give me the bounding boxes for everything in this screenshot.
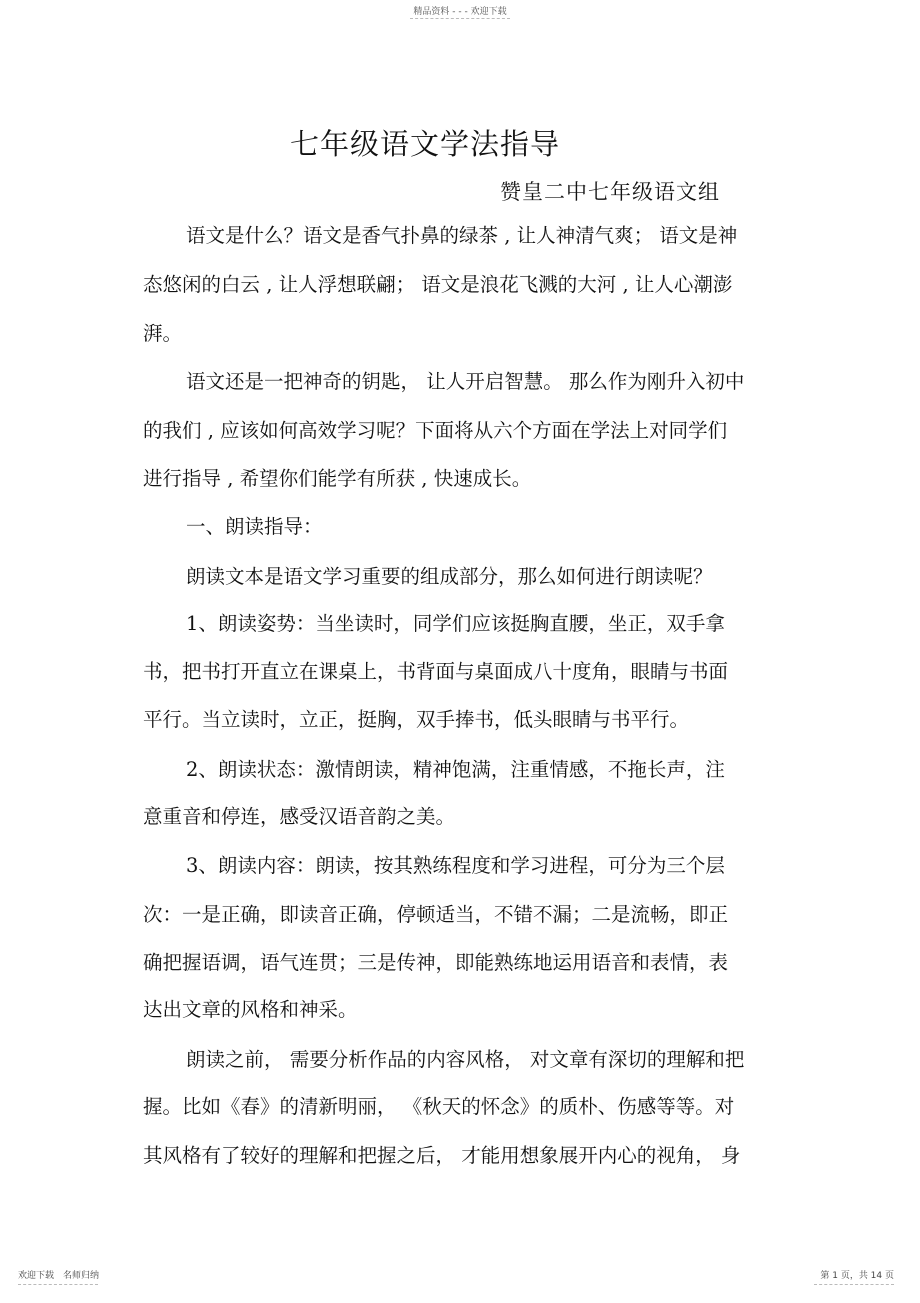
footer-left-text: 欢迎下载 名师归纳 <box>18 1271 100 1281</box>
body-line: 湃。 <box>143 322 183 345</box>
page-header <box>0 4 920 19</box>
body-line: 其风格有了较好的理解和把握之后， 才能用想象展开内心的视角， 身 <box>143 1144 741 1167</box>
body-line: 的我们 , 应该如何高效学习呢？下面将从六个方面在学法上对同学们 <box>143 419 728 442</box>
body-line: 达出文章的风格和神采。 <box>143 998 358 1021</box>
body-line: 语文还是一把神奇的钥匙， 让人开启智慧。 那么作为刚升入初中 <box>186 370 745 393</box>
body-line: 意重音和停连，感受汉语音韵之美。 <box>143 805 456 828</box>
document-author: 赞皇二中七年级语文组 <box>500 180 720 204</box>
body-line: 握。比如《春》的清新明丽， 《秋天的怀念》的质朴、伤感等等。对 <box>143 1095 735 1118</box>
footer-divider-right <box>814 1284 894 1285</box>
body-line: 次：一是正确，即读音正确，停顿适当，不错不漏；二是流畅，即正 <box>143 903 729 926</box>
body-line: 确把握语调，语气连贯；三是传神，即能熟练地运用语音和表情，表 <box>143 951 729 974</box>
body-line: 书，把书打开直立在课桌上，书背面与桌面成八十度角，眼睛与书面 <box>143 660 729 683</box>
body-line: 3、朗读内容：朗读，按其熟练程度和学习进程，可分为三个层 <box>186 854 725 877</box>
body-line: 语文是什么？语文是香气扑鼻的绿茶 , 让人神清气爽； 语文是神 <box>186 224 738 247</box>
body-line: 1、朗读姿势：当坐读时，同学们应该挺胸直腰，坐正，双手拿 <box>186 612 725 635</box>
body-line: 平行。当立读时，立正，挺胸，双手捧书，低头眼睛与书平行。 <box>143 708 690 731</box>
body-line: 进行指导 , 希望你们能学有所获 , 快速成长。 <box>143 467 532 490</box>
section-heading: 一、朗读指导： <box>186 515 323 538</box>
body-line: 2、朗读状态：激情朗读，精神饱满，注重情感，不拖长声，注 <box>186 758 725 781</box>
body-line: 态悠闲的白云 , 让人浮想联翩； 语文是浪花飞溅的大河 , 让人心潮澎 <box>143 273 733 296</box>
header-text: 精品资料 - - - 欢迎下载 <box>413 7 507 17</box>
footer-divider-left <box>18 1284 98 1285</box>
body-line: 朗读文本是语文学习重要的组成部分，那么如何进行朗读呢？ <box>186 565 713 588</box>
body-line: 朗读之前， 需要分析作品的内容风格， 对文章有深切的理解和把 <box>186 1048 745 1071</box>
document-title: 七年级语文学法指导 <box>290 127 561 161</box>
page-number: 第 1 页，共 14 页 <box>820 1271 894 1281</box>
header-divider <box>410 18 510 19</box>
